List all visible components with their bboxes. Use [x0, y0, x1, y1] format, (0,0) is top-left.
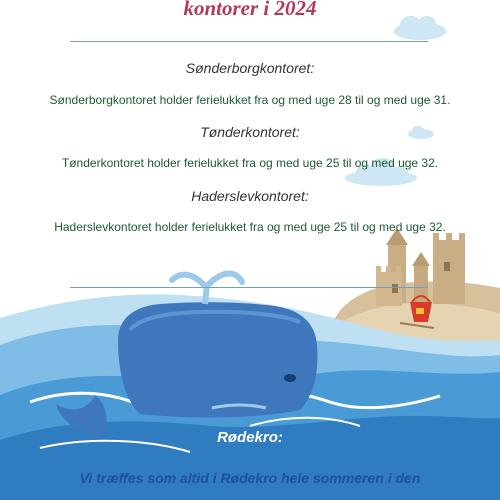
section-divider [70, 287, 428, 288]
section-text-sonderborg: Sønderborgkontoret holder ferielukket fra og med uge 28 til og med uge 31. [49, 93, 451, 107]
section-heading-sonderborg: Sønderborgkontoret: [185, 60, 315, 76]
section-text-tonder: Tønderkontoret holder ferielukket fra og med uge 25 til og med uge 32. [61, 156, 439, 170]
section-heading-tonder: Tønderkontoret: [200, 124, 300, 140]
section-heading-haderslev: Haderslevkontoret: [191, 188, 309, 204]
section-text-haderslev: Haderslevkontoret holder ferielukket fra og med uge 25 til og med uge 32. [54, 220, 446, 234]
title-divider [70, 41, 428, 42]
page-title: kontorer i 2024 [183, 0, 317, 20]
footer-heading-rodekro: Rødekro: [217, 429, 283, 446]
footer-text-rodekro: Vi træffes som altid i Rødekro hele sommeren i den [79, 470, 421, 486]
